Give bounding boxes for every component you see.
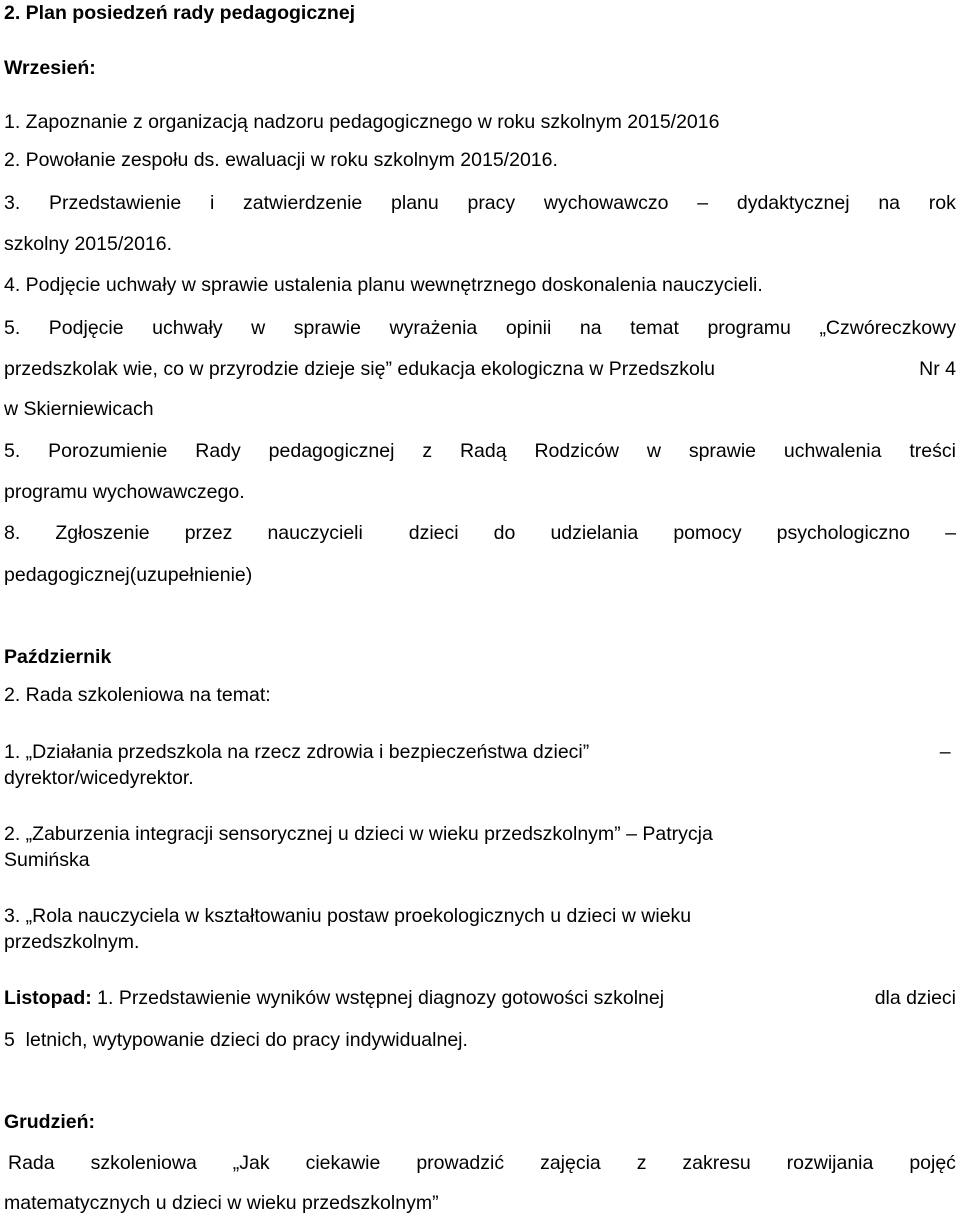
agenda-item: 5. Porozumienie Rady pedagogicznej z Radą Rodziców w sprawie uchwalenia treści — [4, 440, 956, 462]
agenda-item-continuation: programu wychowawczego. — [4, 481, 245, 503]
month-heading-october: Październik — [4, 646, 112, 668]
agenda-item: 2. „Zaburzenia integracji sensorycznej u dzieci w wieku przedszkolnym” – Patrycja — [4, 823, 713, 845]
agenda-item: 1. „Działania przedszkola na rzecz zdrowia i bezpieczeństwa dzieci” – — [4, 741, 956, 763]
agenda-item: Rada szkoleniowa „Jak ciekawie prowadzić zajęcia z zakresu rozwijania pojęć — [8, 1152, 956, 1174]
month-heading-november: Listopad: — [4, 987, 92, 1009]
agenda-item: 2. Rada szkoleniowa na temat: — [4, 684, 271, 706]
agenda-item: 4. Podjęcie uchwały w sprawie ustalenia planu wewnętrznego doskonalenia nauczycieli. — [4, 274, 763, 296]
section-heading: 2. Plan posiedzeń rady pedagogicznej — [4, 2, 356, 24]
agenda-item: 5. Podjęcie uchwały w sprawie wyrażenia opinii na temat programu „Czwóreczkowy — [4, 317, 956, 339]
month-heading-december: Grudzień: — [4, 1111, 95, 1133]
agenda-item-continuation: w Skierniewicach — [4, 398, 154, 420]
agenda-item: Listopad: 1. Przedstawienie wyników wstępnej diagnozy gotowości szkolnej dla dzieci — [4, 987, 956, 1009]
agenda-item-continuation: przedszkolnym. — [4, 931, 140, 953]
agenda-item-continuation: Sumińska — [4, 849, 90, 871]
agenda-item: 3. Przedstawienie i zatwierdzenie planu pracy wychowawczo – dydaktycznej na rok — [4, 192, 956, 214]
agenda-item-continuation: szkolny 2015/2016. — [4, 233, 173, 255]
agenda-item-continuation: 5 letnich, wytypowanie dzieci do pracy indywidualnej. — [4, 1029, 468, 1051]
agenda-item: 1. Zapoznanie z organizacją nadzoru pedagogicznego w roku szkolnym 2015/2016 — [4, 111, 720, 133]
month-heading-september: Wrzesień: — [4, 57, 96, 79]
agenda-item: 2. Powołanie zespołu ds. ewaluacji w roku szkolnym 2015/2016. — [4, 149, 558, 171]
agenda-item-continuation: matematycznych u dzieci w wieku przedszkolnym” — [4, 1192, 439, 1214]
agenda-item: 3. „Rola nauczyciela w kształtowaniu postaw proekologicznych u dzieci w wieku — [4, 905, 692, 927]
agenda-item: 8. Zgłoszenie przez nauczycieli dzieci do udzielania pomocy psychologiczno – — [4, 522, 956, 544]
agenda-item-continuation: pedagogicznej(uzupełnienie) — [4, 564, 253, 586]
agenda-item-continuation: przedszkolak wie, co w przyrodzie dzieje się” edukacja ekologiczna w Przedszkolu Nr 4 — [4, 358, 956, 380]
agenda-item-continuation: dyrektor/wicedyrektor. — [4, 767, 194, 789]
